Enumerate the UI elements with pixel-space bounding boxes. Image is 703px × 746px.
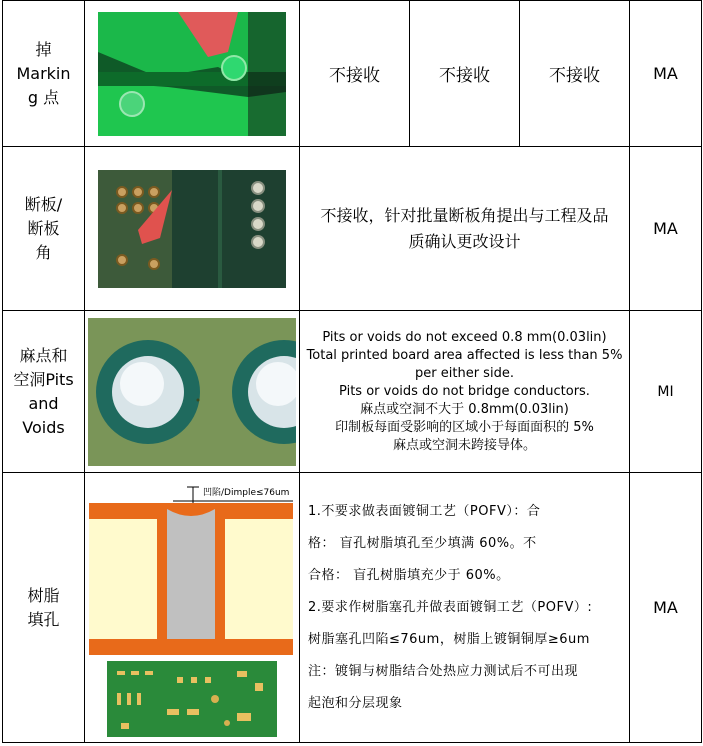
criteria-cell bbox=[300, 311, 630, 473]
criteria-line: per either side. bbox=[415, 365, 514, 381]
criteria-line: 不接收，针对批量断板角提出与工程及品 bbox=[320, 205, 609, 225]
marking-point-photo bbox=[98, 12, 286, 136]
table-row bbox=[3, 147, 702, 311]
resin-fill-diagram bbox=[87, 473, 297, 741]
item-line: 麻点和 bbox=[19, 345, 68, 365]
item-line: Markin bbox=[16, 63, 71, 83]
broken-board-photo bbox=[98, 170, 286, 288]
criteria-line: Pits or voids do not exceed 0.8 mm(0.03lin) bbox=[322, 329, 607, 345]
criteria-line: Pits or voids do not bridge conductors. bbox=[339, 383, 590, 399]
dimple-label: 凹陷/Dimple≤76um bbox=[203, 488, 290, 498]
item-line: Voids bbox=[22, 417, 65, 437]
criteria-cell: 不接收 bbox=[520, 1, 630, 147]
criteria-line: 格： 盲孔树脂填孔至少填满 60%。不 bbox=[308, 535, 537, 551]
item-line: 树脂 bbox=[27, 585, 60, 605]
criteria-cell: 不接收 bbox=[410, 1, 520, 147]
item-line: g 点 bbox=[27, 87, 60, 107]
photo-cell bbox=[85, 1, 300, 147]
criteria-line: 起泡和分层现象 bbox=[308, 695, 403, 711]
pits-voids-photo bbox=[88, 318, 296, 466]
criteria-line: 1.不要求做表面镀铜工艺（POFV）：合 bbox=[308, 503, 541, 519]
inspection-table bbox=[2, 0, 702, 743]
table-row bbox=[3, 1, 702, 147]
criteria-cell bbox=[300, 147, 630, 311]
criteria-line: Total printed board area affected is less than 5% bbox=[306, 347, 623, 363]
table-row bbox=[3, 311, 702, 473]
criteria-line: 麻点或空洞不大于 0.8mm(0.03lin) bbox=[360, 401, 569, 417]
criteria-line: 合格： 盲孔树脂填充少于 60%。 bbox=[308, 567, 510, 583]
item-line: and bbox=[28, 393, 59, 413]
criteria-line: 树脂塞孔凹陷≤76um，树脂上镀铜铜厚≥6um bbox=[308, 631, 590, 647]
criteria-line: 印制板每面受影响的区域小于每面面积的 5% bbox=[335, 419, 594, 435]
item-line: 空洞Pits bbox=[13, 369, 74, 389]
defect-item-cell bbox=[3, 311, 85, 473]
photo-cell bbox=[85, 311, 300, 473]
level-cell: MI bbox=[630, 311, 702, 473]
item-line: 断板 bbox=[27, 218, 60, 238]
criteria-line: 注：镀铜与树脂结合处热应力测试后不可出现 bbox=[308, 663, 579, 679]
item-line: 填孔 bbox=[27, 609, 60, 629]
photo-cell bbox=[85, 473, 300, 743]
defect-item-cell bbox=[3, 147, 85, 311]
defect-item-cell bbox=[3, 473, 85, 743]
criteria-cell: 不接收 bbox=[300, 1, 410, 147]
item-line: 断板/ bbox=[24, 194, 63, 214]
item-line: 掉 bbox=[35, 39, 52, 59]
criteria-line: 2.要求作树脂塞孔并做表面镀铜工艺（POFV）: bbox=[308, 599, 593, 615]
criteria-cell bbox=[300, 473, 630, 743]
defect-item-cell bbox=[3, 1, 85, 147]
level-cell: MA bbox=[630, 473, 702, 743]
photo-cell bbox=[85, 147, 300, 311]
criteria-line: 质确认更改设计 bbox=[408, 231, 521, 251]
table-row bbox=[3, 473, 702, 743]
level-cell: MA bbox=[630, 147, 702, 311]
criteria-line: 麻点或空洞未跨接导体。 bbox=[392, 437, 536, 453]
item-line: 角 bbox=[35, 242, 52, 262]
level-cell: MA bbox=[630, 1, 702, 147]
